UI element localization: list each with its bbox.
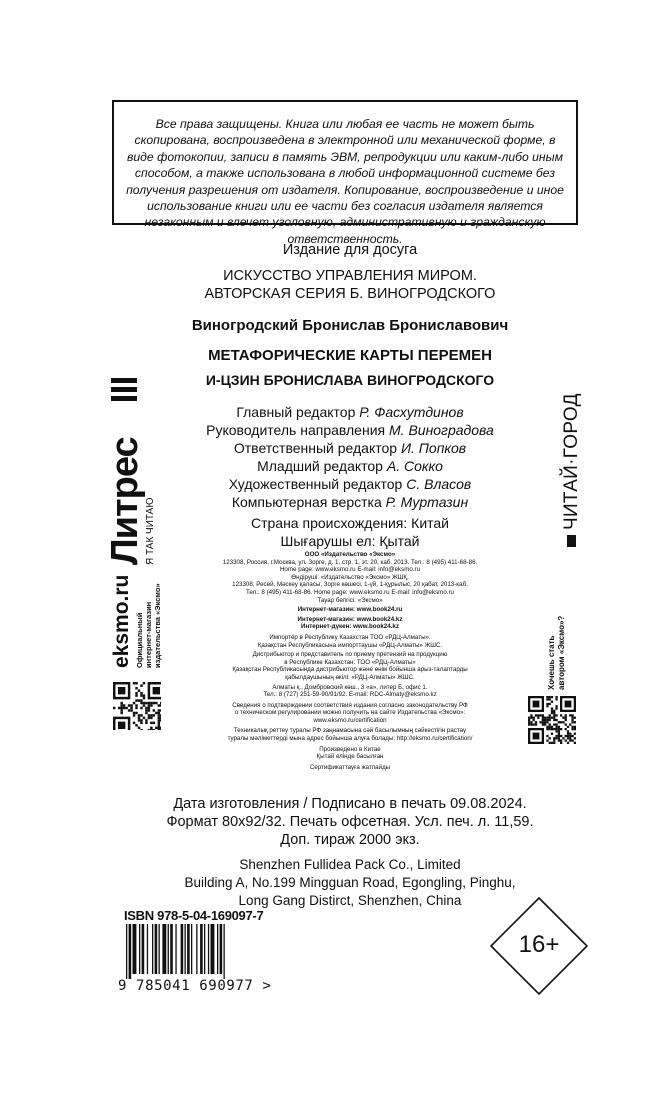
qr-module <box>123 707 125 709</box>
qr-module <box>549 728 551 730</box>
qr-module <box>158 712 160 714</box>
qr-module <box>565 717 567 719</box>
qr-module <box>135 724 137 726</box>
qr-module <box>158 709 160 711</box>
qr-module <box>565 735 567 737</box>
qr-module <box>551 701 553 703</box>
qr-finder <box>153 687 160 694</box>
qr-module <box>138 714 140 716</box>
credits <box>150 403 550 511</box>
qr-module <box>565 723 567 725</box>
qr-module <box>123 704 125 706</box>
qr-module <box>565 714 567 716</box>
qr-module <box>130 707 132 709</box>
qr-module <box>128 709 130 711</box>
qr-module <box>160 702 161 704</box>
edition-type: Издание для досуга <box>282 242 418 258</box>
qr-module <box>553 742 555 744</box>
qr-module <box>539 721 541 723</box>
print-run: Доп. тираж 2000 экз. <box>280 832 420 848</box>
qr-module <box>160 729 161 730</box>
qr-module <box>546 705 548 707</box>
qr-module <box>133 702 135 704</box>
qr-module <box>148 704 150 706</box>
copyright-notice: Все права защищены. Книга или любая ее часть не может быть скопирована, воспроизведена в электронной или механической форме, в виде фотокопии, записи в память ЭВМ, репродукции или каким-либо иным способом, а также использована в любой информационной системе без получения разрешения от издателя. Копирование, воспроизведение и иное использование книги или ее части без согласия издателя является незаконным и влечет уголовную, административную и гражданскую ответственность. <box>126 117 564 246</box>
qr-module <box>555 726 557 728</box>
qr-module <box>553 717 555 719</box>
qr-module <box>558 730 560 732</box>
qr-module <box>128 704 130 706</box>
qr-module <box>530 723 532 725</box>
qr-module <box>558 739 560 741</box>
qr-module <box>155 727 157 729</box>
qr-module <box>549 737 551 739</box>
qr-module <box>133 714 135 716</box>
qr-module <box>539 714 541 716</box>
qr-module <box>560 728 562 730</box>
qr-module <box>553 719 555 721</box>
qr-module <box>158 722 160 724</box>
qr-module <box>150 704 152 706</box>
litres-logo: Литрес <box>104 437 146 565</box>
qr-module <box>542 717 544 719</box>
series-line-1: ИСКУССТВО УПРАВЛЕНИЯ МИРОМ. <box>223 268 477 284</box>
qr-module <box>546 726 548 728</box>
qr-module <box>546 735 548 737</box>
qr-module <box>553 714 555 716</box>
barcode-bar <box>200 924 203 974</box>
qr-module <box>555 723 557 725</box>
qr-module <box>551 710 553 712</box>
barcode-bar <box>159 924 160 974</box>
barcode-bar <box>220 924 223 974</box>
qr-module <box>549 717 551 719</box>
qr-module <box>158 717 160 719</box>
qr-module <box>546 717 548 719</box>
qr-module <box>546 698 548 700</box>
book-title-line-2: И-ЦЗИН БРОНИСЛАВА ВИНОГРОДСКОГО <box>205 372 495 388</box>
qr-module <box>135 712 137 714</box>
qr-module <box>546 703 548 705</box>
qr-module <box>530 721 532 723</box>
qr-module <box>155 702 157 704</box>
qr-module <box>565 739 567 741</box>
qr-module <box>113 707 115 709</box>
qr-module <box>574 737 576 739</box>
qr-module <box>558 728 560 730</box>
qr-module <box>571 714 573 716</box>
qr-module <box>555 705 557 707</box>
barcode-bar <box>211 924 215 974</box>
qr-module <box>571 735 573 737</box>
qr-module <box>546 696 548 698</box>
print-date: Дата изготовления / Подписано в печать 09.08.2024. <box>173 796 527 812</box>
qr-finder <box>118 722 125 729</box>
copyright-notice-box <box>112 100 578 246</box>
qr-module <box>574 733 576 735</box>
qr-module <box>160 714 161 716</box>
qr-module <box>150 717 152 719</box>
qr-module <box>533 723 535 725</box>
qr-code-author[interactable] <box>528 696 576 744</box>
qr-module <box>158 727 160 729</box>
qr-module <box>140 707 142 709</box>
chitai-gorod-logo: ЧИТАЙ·ГОРОД <box>561 393 582 530</box>
qr-module <box>135 704 137 706</box>
qr-module <box>160 709 161 711</box>
isbn-label: ISBN 978-5-04-169097-7 <box>124 908 264 923</box>
qr-module <box>140 702 142 704</box>
qr-module <box>549 723 551 725</box>
barcode-bar <box>155 924 158 974</box>
barcode-bar <box>152 924 153 974</box>
qr-module <box>571 726 573 728</box>
series-line-2: АВТОРСКАЯ СЕРИЯ Б. ВИНОГРОДСКОГО <box>204 286 496 302</box>
barcode-bar <box>142 924 145 974</box>
qr-module <box>567 726 569 728</box>
qr-module <box>571 719 573 721</box>
credit-line: Младший редактор А. Сокко <box>257 458 443 474</box>
qr-module <box>537 717 539 719</box>
credit-line: Компьютерная верстка Р. Муртазин <box>231 494 469 510</box>
qr-module <box>555 698 557 700</box>
qr-module <box>153 722 155 724</box>
qr-module <box>160 704 161 706</box>
qr-module <box>145 709 147 711</box>
qr-module <box>571 717 573 719</box>
qr-module <box>528 721 530 723</box>
qr-module <box>562 717 564 719</box>
publisher-info: ООО «Издательство «Эксмо» 123308, Россия, г.Москва, ул. Зорге, д. 1, стр. 1, эт. 20, каб. 2013. Тел.: 8 (495) 411-68-86. Home page: www.eksmo.ru E-mail: info@eksmo.ru Өндіруші: «Издательство «Эксмо» ЖШҚ, 123308, Ресей, Мәскеу қаласы, Зорге көшесі, 1-үй, 1-құрылыс, 20 қабат, 2013-каб. Тел.: 8 (495) 411-68-86. Home page: www.eksmo.ru E-mail: info@eksmo.ru Тауар белгісі: «Эксмо» Интернет-магазин: www.book24.ru Интернет-магазин: www.book24.kz Интернет-дүкен: www.book24.kz Импортёр в Республику Казахстан ТОО «РДЦ-Алматы». Қазақстан Республикасына импорттаушы «РДЦ-Алматы» ЖШС. Дистрибьютор и представитель по приему претензий на продукцию в Республике Казахстан: ТОО «РДЦ-Алматы» Қазақстан Республикасында дистрибьютор және өнім бойынша арыз-талаптарды қабылдаушының өкілі: «РДЦ-Алматы» ЖШС. Алматы қ., Домбровский көш., 3 «а», литер Б, офис 1. Тел.: 8 (727) 251-59-90/91/92. E-mail: RDC-Almaty@eksmo.kz Сведения о подтверждении соответствия издания согласно законодательству РФ о техническом регулировании можно получить на сайте Издательства «Эксмо»: www.eksmo.ru/certification Техникалық реттеу туралы РФ заңнамасына сәй басылымның сәйкестігін растау туралы мәліметтерді мына адрес бойынша алуға болады: http://eksmo.ru/certification/ Произведено в Китае Қытай елінде басылған Сертификаттауға жатпайды <box>222 551 478 771</box>
qr-module <box>148 707 150 709</box>
qr-module <box>560 739 562 741</box>
barcode-bar <box>139 924 140 974</box>
qr-module <box>158 704 160 706</box>
qr-module <box>574 742 576 744</box>
qr-module <box>150 729 152 730</box>
qr-module <box>544 717 546 719</box>
qr-module <box>153 714 155 716</box>
qr-finder <box>533 733 540 740</box>
qr-module <box>546 721 548 723</box>
barcode-bar <box>208 924 209 974</box>
qr-module <box>145 719 147 721</box>
qr-module <box>120 704 122 706</box>
qr-module <box>544 719 546 721</box>
qr-module <box>571 739 573 741</box>
qr-module <box>120 709 122 711</box>
qr-module <box>549 714 551 716</box>
qr-module <box>555 696 557 698</box>
barcode-bar <box>168 924 169 974</box>
credit-line: Художественный редактор С. Власов <box>228 476 472 492</box>
qr-module <box>549 719 551 721</box>
litres-tagline: Я ТАК ЧИТАЮ <box>145 497 156 565</box>
qr-code-eksmo[interactable] <box>113 682 161 730</box>
qr-module <box>143 717 145 719</box>
qr-module <box>574 721 576 723</box>
qr-module <box>560 735 562 737</box>
qr-module <box>565 728 567 730</box>
qr-module <box>140 729 142 730</box>
qr-module <box>549 696 551 698</box>
barcode-bar <box>170 924 173 974</box>
qr-module <box>569 723 571 725</box>
qr-module <box>153 702 155 704</box>
qr-module <box>558 735 560 737</box>
barcode-bar <box>175 924 176 974</box>
qr-module <box>574 717 576 719</box>
qr-module <box>551 712 553 714</box>
qr-module <box>569 733 571 735</box>
qr-module <box>155 712 157 714</box>
barcode-bar <box>147 924 148 974</box>
qr-module <box>528 723 530 725</box>
barcode-digits: 9 785041 690977 > <box>118 978 272 994</box>
qr-module <box>546 719 548 721</box>
barcode-bar <box>224 924 225 979</box>
qr-module <box>125 707 127 709</box>
printer-info: Shenzhen Fullidea Pack Co., Limited Building A, No.199 Mingguan Road, Egongling, Pinghu, Long Gang Distirct, Shenzhen, China <box>184 857 516 908</box>
qr-module <box>544 721 546 723</box>
qr-module <box>143 704 145 706</box>
qr-module <box>148 702 150 704</box>
qr-module <box>555 719 557 721</box>
qr-module <box>562 721 564 723</box>
qr-module <box>135 692 137 694</box>
qr-finder <box>565 701 572 708</box>
qr-module <box>148 714 150 716</box>
print-info <box>150 795 550 849</box>
qr-module <box>153 709 155 711</box>
origin <box>150 514 550 550</box>
qr-module <box>533 719 535 721</box>
qr-module <box>135 694 137 696</box>
qr-module <box>138 727 140 729</box>
qr-module <box>535 721 537 723</box>
qr-module <box>567 737 569 739</box>
qr-module <box>533 717 535 719</box>
qr-module <box>140 684 142 686</box>
qr-module <box>143 702 145 704</box>
qr-module <box>558 726 560 728</box>
qr-module <box>120 712 122 714</box>
qr-module <box>542 719 544 721</box>
qr-module <box>567 735 569 737</box>
qr-module <box>546 728 548 730</box>
qr-module <box>553 723 555 725</box>
qr-module <box>560 721 562 723</box>
qr-module <box>158 729 160 730</box>
qr-module <box>160 727 161 729</box>
qr-module <box>542 714 544 716</box>
barcode-bar <box>185 924 186 974</box>
qr-module <box>555 714 557 716</box>
qr-module <box>555 730 557 732</box>
book-title-line-1: МЕТАФОРИЧЕСКИЕ КАРТЫ ПЕРЕМЕН <box>208 347 492 364</box>
barcode-bar <box>133 924 137 974</box>
qr-module <box>565 719 567 721</box>
barcode-bar <box>187 924 190 974</box>
qr-module <box>535 723 537 725</box>
qr-module <box>140 694 142 696</box>
barcode-bar <box>204 924 205 974</box>
qr-finder <box>118 687 125 694</box>
qr-module <box>530 717 532 719</box>
qr-module <box>574 728 576 730</box>
qr-module <box>553 712 555 714</box>
qr-module <box>560 714 562 716</box>
qr-module <box>555 735 557 737</box>
qr-module <box>158 724 160 726</box>
qr-module <box>544 723 546 725</box>
qr-module <box>530 714 532 716</box>
qr-module <box>549 726 551 728</box>
qr-module <box>546 739 548 741</box>
qr-module <box>138 689 140 691</box>
qr-module <box>562 737 564 739</box>
qr-module <box>143 694 145 696</box>
credit-line: Главный редактор Р. Фасхутдинов <box>236 404 464 420</box>
qr-module <box>120 702 122 704</box>
barcode-bar <box>181 924 184 974</box>
qr-module <box>120 707 122 709</box>
eksmo-note: Официальный интернет-магазин издательства «Эксмо» <box>135 583 162 668</box>
qr-finder <box>533 701 540 708</box>
qr-module <box>551 726 553 728</box>
qr-module <box>140 722 142 724</box>
qr-module <box>555 728 557 730</box>
qr-module <box>143 697 145 699</box>
qr-module <box>569 714 571 716</box>
qr-module <box>133 682 135 684</box>
qr-module <box>569 739 571 741</box>
qr-module <box>118 707 120 709</box>
qr-module <box>551 742 553 744</box>
qr-module <box>542 721 544 723</box>
barcode-bar <box>196 924 197 974</box>
qr-module <box>535 714 537 716</box>
qr-module <box>145 712 147 714</box>
qr-module <box>553 710 555 712</box>
qr-module <box>148 729 150 730</box>
qr-module <box>140 719 142 721</box>
qr-module <box>528 717 530 719</box>
qr-module <box>138 717 140 719</box>
origin-line-ru: Страна происхождения: Китай <box>250 515 450 531</box>
qr-module <box>569 735 571 737</box>
qr-module <box>135 682 137 684</box>
qr-module <box>569 737 571 739</box>
qr-module <box>148 709 150 711</box>
barcode-bar <box>217 924 218 974</box>
barcode-bar <box>129 924 132 979</box>
qr-module <box>551 707 553 709</box>
qr-module <box>158 714 160 716</box>
qr-module <box>567 742 569 744</box>
qr-module <box>160 717 161 719</box>
qr-module <box>135 707 137 709</box>
barcode-bar <box>162 924 166 974</box>
qr-module <box>150 714 152 716</box>
qr-module <box>553 737 555 739</box>
qr-module <box>537 714 539 716</box>
qr-module <box>558 737 560 739</box>
barcode <box>124 924 280 979</box>
qr-module <box>542 723 544 725</box>
want-author-text: Хочешь стать автором «Эксмо»? <box>547 615 566 690</box>
qr-module <box>133 712 135 714</box>
qr-module <box>158 719 160 721</box>
qr-module <box>558 721 560 723</box>
qr-module <box>551 696 553 698</box>
qr-module <box>567 730 569 732</box>
qr-module <box>551 728 553 730</box>
qr-module <box>140 714 142 716</box>
print-format: Формат 80x92/32. Печать офсетная. Усл. печ. л. 11,59. <box>166 814 534 830</box>
eksmo-site: eksmo.ru <box>110 574 133 668</box>
credit-line: Ответственный редактор И. Попков <box>233 440 467 456</box>
qr-module <box>133 722 135 724</box>
qr-module <box>153 729 155 730</box>
qr-module <box>555 737 557 739</box>
qr-module <box>150 702 152 704</box>
qr-module <box>150 722 152 724</box>
qr-module <box>145 702 147 704</box>
qr-module <box>135 687 137 689</box>
qr-module <box>138 719 140 721</box>
qr-module <box>150 727 152 729</box>
qr-module <box>571 728 573 730</box>
origin-line-kz: Шығарушы ел: Қытай <box>280 533 420 549</box>
qr-module <box>135 699 137 701</box>
qr-module <box>549 703 551 705</box>
qr-module <box>140 699 142 701</box>
qr-module <box>138 699 140 701</box>
qr-module <box>160 719 161 721</box>
qr-module <box>145 707 147 709</box>
qr-module <box>148 717 150 719</box>
qr-module <box>549 698 551 700</box>
qr-module <box>558 733 560 735</box>
qr-module <box>130 709 132 711</box>
qr-module <box>140 692 142 694</box>
credit-line: Руководитель направления М. Виноградова <box>206 422 494 438</box>
qr-module <box>560 742 562 744</box>
litres-logo-icon <box>111 378 137 404</box>
qr-module <box>145 722 147 724</box>
qr-module <box>551 733 553 735</box>
qr-module <box>553 728 555 730</box>
qr-module <box>571 721 573 723</box>
qr-module <box>551 717 553 719</box>
qr-module <box>574 726 576 728</box>
qr-module <box>553 739 555 741</box>
qr-module <box>528 719 530 721</box>
barcode-bar <box>191 924 192 974</box>
age-rating: 16+ <box>518 931 560 958</box>
barcode-bar <box>126 924 127 979</box>
chitai-gorod-mark-icon <box>567 535 576 547</box>
author: Виногродский Бронислав Брониславович <box>191 317 509 334</box>
qr-module <box>130 704 132 706</box>
qr-module <box>555 707 557 709</box>
qr-module <box>567 733 569 735</box>
qr-module <box>143 682 145 684</box>
qr-module <box>549 742 551 744</box>
